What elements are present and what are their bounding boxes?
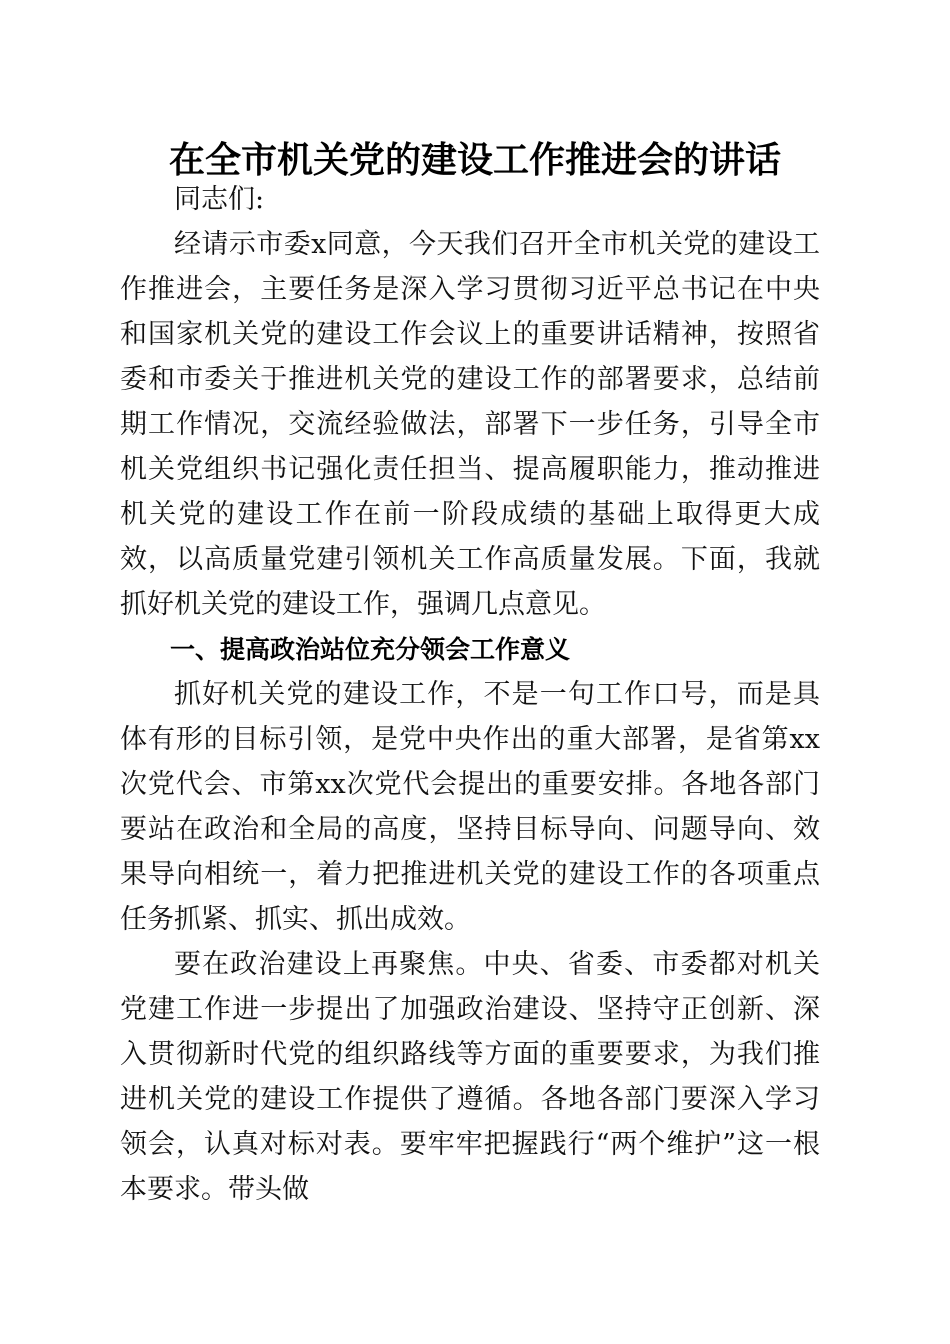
- section-1-paragraph-1: 抓好机关党的建设工作，不是一句工作口号，而是具体有形的目标引领，是党中央作出的重大部署，是省第xx次党代会、市第xx次党代会提出的重要安排。各地各部门要站在政治和全局的高度，坚持目标导向、问题导向、效果导向相统一，着力把推进机关党的建设工作的各项重点任务抓紧、抓实、抓出成效。: [120, 679, 820, 935]
- document-title: 在全市机关党的建设工作推进会的讲话: [168, 139, 781, 181]
- section-heading-1: 一、提高政治站位充分领会工作意义: [170, 635, 571, 664]
- intro-paragraph: 经请示市委x同意，今天我们召开全市机关党的建设工作推进会，主要任务是深入学习贯彻习近平总书记在中央和国家机关党的建设工作会议上的重要讲话精神，按照省委和市委关于推进机关党的建设工作的部署要求，总结前期工作情况，交流经验做法，部署下一步任务，引导全市机关党组织书记强化责任担当、提高履职能力，推动推进机关党的建设工作在前一阶段成绩的基础上取得更大成效，以高质量党建引领机关工作高质量发展。下面，我就抓好机关党的建设工作，强调几点意见。: [120, 229, 820, 620]
- section-1-paragraph-2: 要在政治建设上再聚焦。中央、省委、市委都对机关党建工作进一步提出了加强政治建设、坚持守正创新、深入贯彻新时代党的组织路线等方面的重要要求，为我们推进机关党的建设工作提供了遵循。各地各部门要深入学习领会，认真对标对表。要牢牢把握践行“两个维护”这一根本要求。带头做: [120, 949, 820, 1205]
- salutation: 同志们:: [174, 184, 265, 215]
- document-body: [120, 177, 820, 1212]
